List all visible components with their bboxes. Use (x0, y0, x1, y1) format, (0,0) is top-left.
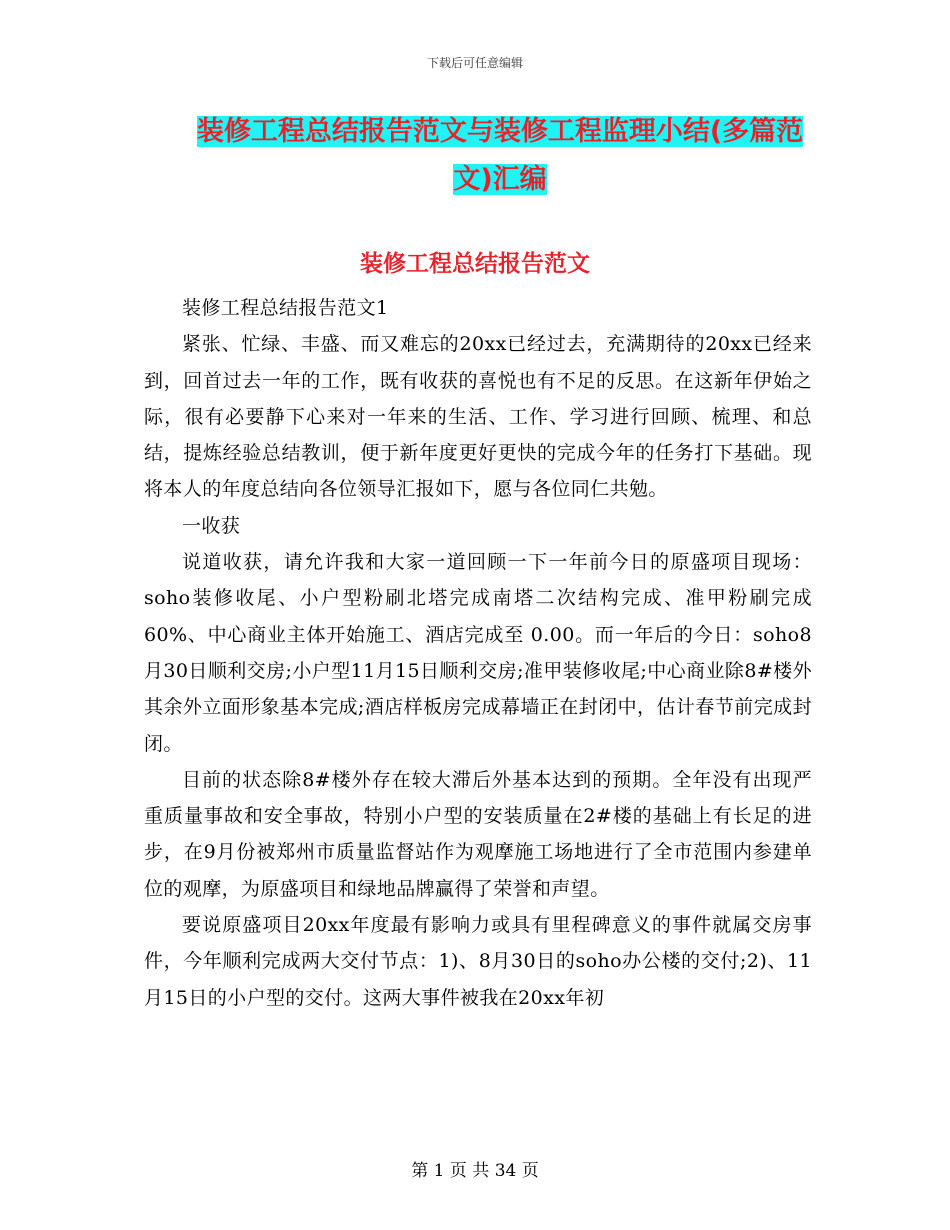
paragraph: 要说原盛项目20xx年度最有影响力或具有里程碑意义的事件就属交房事件，今年顺利完成两大交付节点：1)、8月30日的soho办公楼的交付;2)、11月15日的小户型的交付。这两大事件被我在20xx年初 (144, 914, 812, 1009)
paragraph: 目前的状态除8#楼外存在较大滞后外基本达到的预期。全年没有出现严重质量事故和安全事故，特别小户型的安装质量在2#楼的基础上有长足的进步，在9月份被郑州市质量监督站作为观摩施工场地进行了全市范围内参建单位的观摩，为原盛项目和绿地品牌赢得了荣誉和声望。 (144, 768, 812, 900)
paragraph: 一收获 (182, 514, 241, 537)
page-footer: 第 1 页 共 34 页 (411, 1161, 539, 1181)
document-title-text: 装修工程总结报告范文与装修工程监理小结(多篇范文)汇编 (196, 116, 804, 195)
document-title (190, 108, 810, 204)
document-body (144, 290, 812, 1016)
paragraph: 装修工程总结报告范文1 (182, 297, 389, 319)
paragraph: 说道收获，请允许我和大家一道回顾一下一年前今日的原盛项目现场：soho装修收尾、小户型粉刷北塔完成南塔二次结构完成、准甲粉刷完成60%、中心商业主体开始施工、酒店完成至 0.00。而一年后的今日：soho8月30日顺利交房;小户型11月15日顺利交房;准甲装修收尾;中心商业除8#楼外其余外立面形象基本完成;酒店样板房完成幕墙正在封闭中，估计春节前完成封闭。 (144, 551, 812, 755)
section-title: 装修工程总结报告范文 (360, 251, 590, 277)
header-note: 下载后可任意编辑 (426, 56, 523, 70)
paragraph: 紧张、忙绿、丰盛、而又难忘的20xx已经过去，充满期待的20xx已经来到，回首过去一年的工作，既有收获的喜悦也有不足的反思。在这新年伊始之际，很有必要静下心来对一年来的生活、工作、学习进行回顾、梳理、和总结，提炼经验总结教训，便于新年度更好更快的完成今年的任务打下基础。现将本人的年度总结向各位领导汇报如下，愿与各位同仁共勉。 (144, 333, 812, 501)
